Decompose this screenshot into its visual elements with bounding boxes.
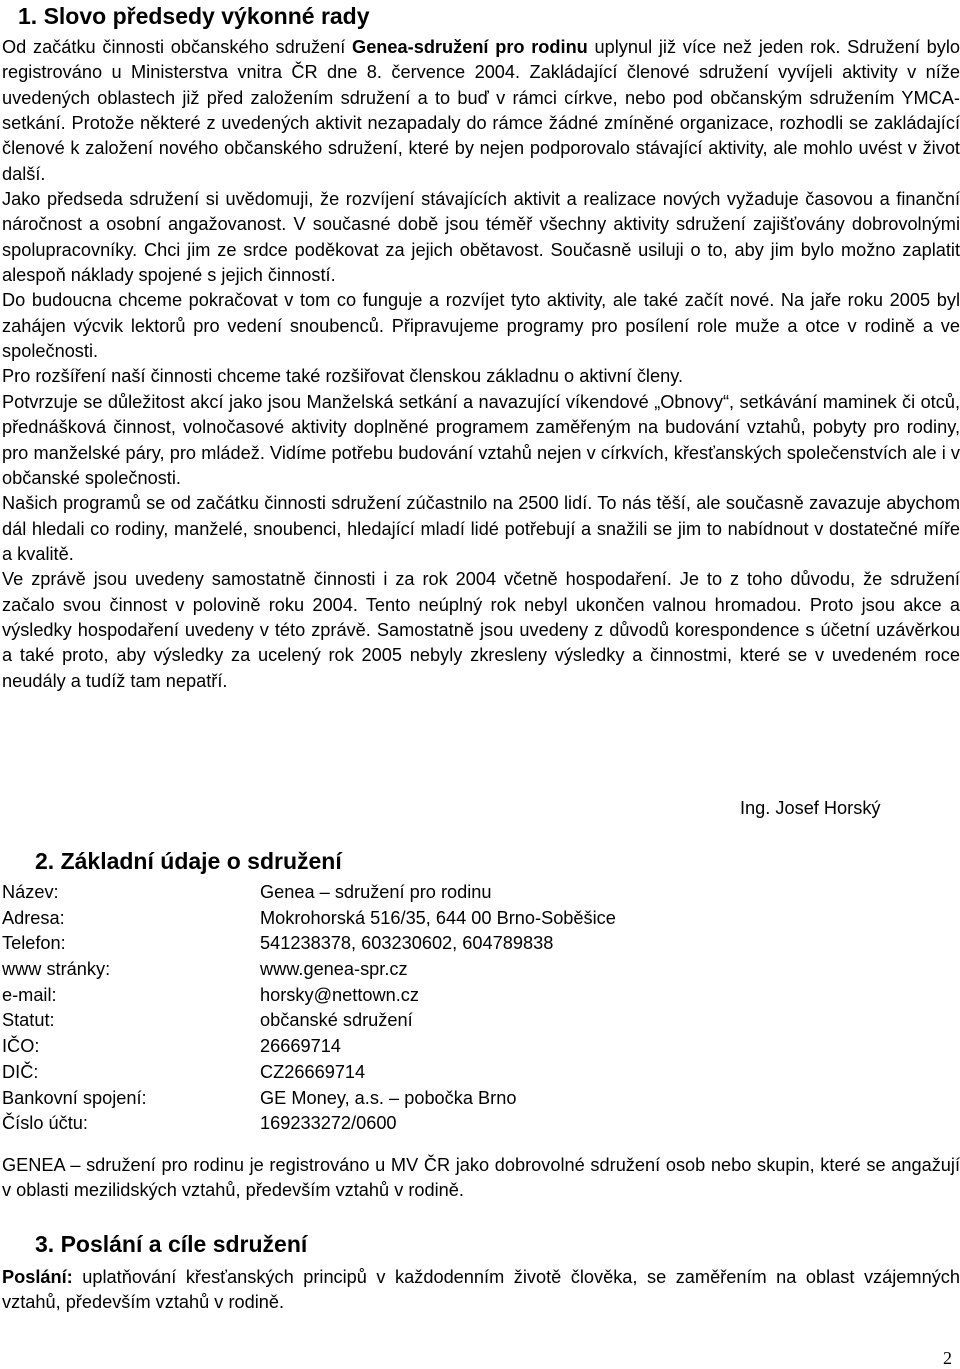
organization-name-bold: Genea-sdružení pro rodinu xyxy=(352,37,588,57)
info-value: 26669714 xyxy=(260,1036,341,1057)
paragraph-5: Potvrzuje se důležitost akcí jako jsou Manželská setkání a navazující víkendové „Obnovy“, setkávání maminek či otců, přednášková činnost, volnočasové aktivity doplněné programem zaměřeným na budování vztahů, pobyty pro rodiny, pro manželské páry, pro mládež. Vidíme potřebu budování vztahů nejen v církvích, křesťanských společenstvích ale i v občanské společnosti. xyxy=(2,391,960,488)
section-1-title: 1. Slovo předsedy výkonné rady xyxy=(18,3,370,29)
info-label: IČO: xyxy=(2,1036,40,1057)
info-value: Mokrohorská 516/35, 644 00 Brno-Soběšice xyxy=(260,907,616,928)
info-value: 169233272/0600 xyxy=(260,1113,397,1134)
mission-text: uplatňování křesťanských principů v každodenním životě člověka, se zaměřením na oblast vzájemných vztahů, především vztahů v rodině. xyxy=(2,1267,960,1313)
chairman-statement xyxy=(2,35,960,694)
info-row xyxy=(2,1034,902,1060)
paragraph-4: Pro rozšíření naší činnosti chceme také rozšiřovat členskou základnu o aktivní členy. xyxy=(2,366,684,387)
info-row xyxy=(2,1060,902,1086)
info-value: GE Money, a.s. – pobočka Brno xyxy=(260,1087,517,1108)
info-label: Statut: xyxy=(2,1010,55,1031)
info-label: Název: xyxy=(2,882,59,902)
info-value: Genea – sdružení pro rodinu xyxy=(260,882,492,902)
info-row xyxy=(2,1008,902,1034)
registration-text: GENEA – sdružení pro rodinu je registrováno u MV ČR jako dobrovolné sdružení osob nebo skupin, které se angažují v oblasti mezilidských vztahů, především vztahů v rodině. xyxy=(2,1155,960,1201)
paragraph-6: Našich programů se od začátku činnosti sdružení zúčastnilo na 2500 lidí. To nás těší, ale současně zavazuje abychom dál hledali co rodiny, manželé, snoubenci, hledající mladí lidé potřebují a snažili se jim to nabídnout v dostatečné míře a kvalitě. xyxy=(2,493,960,564)
signature: Ing. Josef Horský xyxy=(740,798,881,818)
info-value: občanské sdružení xyxy=(260,1010,413,1031)
section-3-title: 3. Poslání a cíle sdružení xyxy=(35,1231,308,1257)
paragraph-1-rest: uplynul již více než jeden rok. Sdružení bylo registrováno u Ministerstva vnitra ČR dne 8. července 2004. Zakládající členové sdružení vyvíjeli aktivity v níže uvedených oblastech již před založením sdružení a to buď v rámci církve, nebo pod občanským sdružením YMCA-setkání. Protože některé z uvedených aktivit nezapadaly do rámce žádné zmíněné organizace, rozhodli se zakládající členové k založení nového občanského sdružení, které by nejen podporovalo stávající aktivity, ale mohlo uvést v život další. xyxy=(2,37,960,184)
mission-paragraph xyxy=(2,1265,960,1316)
info-row xyxy=(2,906,902,932)
info-label: Adresa: xyxy=(2,907,65,928)
website-link[interactable]: www.genea-spr.cz xyxy=(260,959,408,980)
mission-label: Poslání: xyxy=(2,1267,73,1287)
info-label: www stránky: xyxy=(2,959,111,980)
info-row xyxy=(2,880,902,906)
info-value: 541238378, 603230602, 604789838 xyxy=(260,933,554,954)
info-label: e-mail: xyxy=(2,984,57,1005)
mission-statement xyxy=(2,1265,960,1316)
info-label: Bankovní spojení: xyxy=(2,1087,147,1108)
paragraph-1 xyxy=(2,35,960,187)
paragraph-1-start: Od začátku činnosti občanského sdružení xyxy=(2,37,353,57)
paragraph-2: Jako předseda sdružení si uvědomuji, že rozvíjení stávajících aktivit a realizace nových vyžaduje časovou a finanční náročnost a osobní angažovanost. V současné době jsou téměř všechny aktivity sdružení zajišťovány dobrovolnými spolupracovníky. Chci jim ze srdce poděkovat za jejich obětavost. Současně usiluji o to, aby jim bylo možno zaplatit alespoň náklady spojené s jejich činností. xyxy=(2,189,960,286)
section-2-title: 2. Základní údaje o sdružení xyxy=(35,848,342,874)
registration-note xyxy=(2,1153,960,1204)
info-label: Číslo účtu: xyxy=(2,1113,88,1134)
email-link[interactable]: horsky@nettown.cz xyxy=(260,984,419,1005)
info-value: CZ26669714 xyxy=(260,1061,366,1082)
basic-info-table xyxy=(2,880,902,1137)
info-label: Telefon: xyxy=(2,933,66,954)
paragraph-3: Do budoucna chceme pokračovat v tom co funguje a rozvíjet tyto aktivity, ale také začít nové. Na jaře roku 2005 byl zahájen výcvik lektorů pro vedení snoubenců. Připravujeme programy pro posílení role muže a otce v rodině a ve společnosti. xyxy=(2,290,960,362)
page-number: 2 xyxy=(943,1348,952,1368)
info-row xyxy=(2,1111,902,1137)
info-label: DIČ: xyxy=(2,1061,39,1082)
info-row xyxy=(2,1086,902,1112)
paragraph-7: Ve zprávě jsou uvedeny samostatně činnosti i za rok 2004 včetně hospodaření. Je to z toho důvodu, že sdružení začalo svou činnost v polovině roku 2004. Tento neúplný rok nebyl ukončen valnou hromadou. Proto jsou akce a výsledky hospodaření uvedeny v této zprávě. Samostatně jsou uvedeny z důvodů korespondence s účetní uzávěrkou a také proto, aby výsledky za ucelený rok 2005 nebyly zkresleny výsledky a činnostmi, které se v uvedeném roce neudály a tudíž tam nepatří. xyxy=(2,569,960,691)
info-row xyxy=(2,931,902,957)
info-row xyxy=(2,957,902,983)
info-row xyxy=(2,983,902,1009)
